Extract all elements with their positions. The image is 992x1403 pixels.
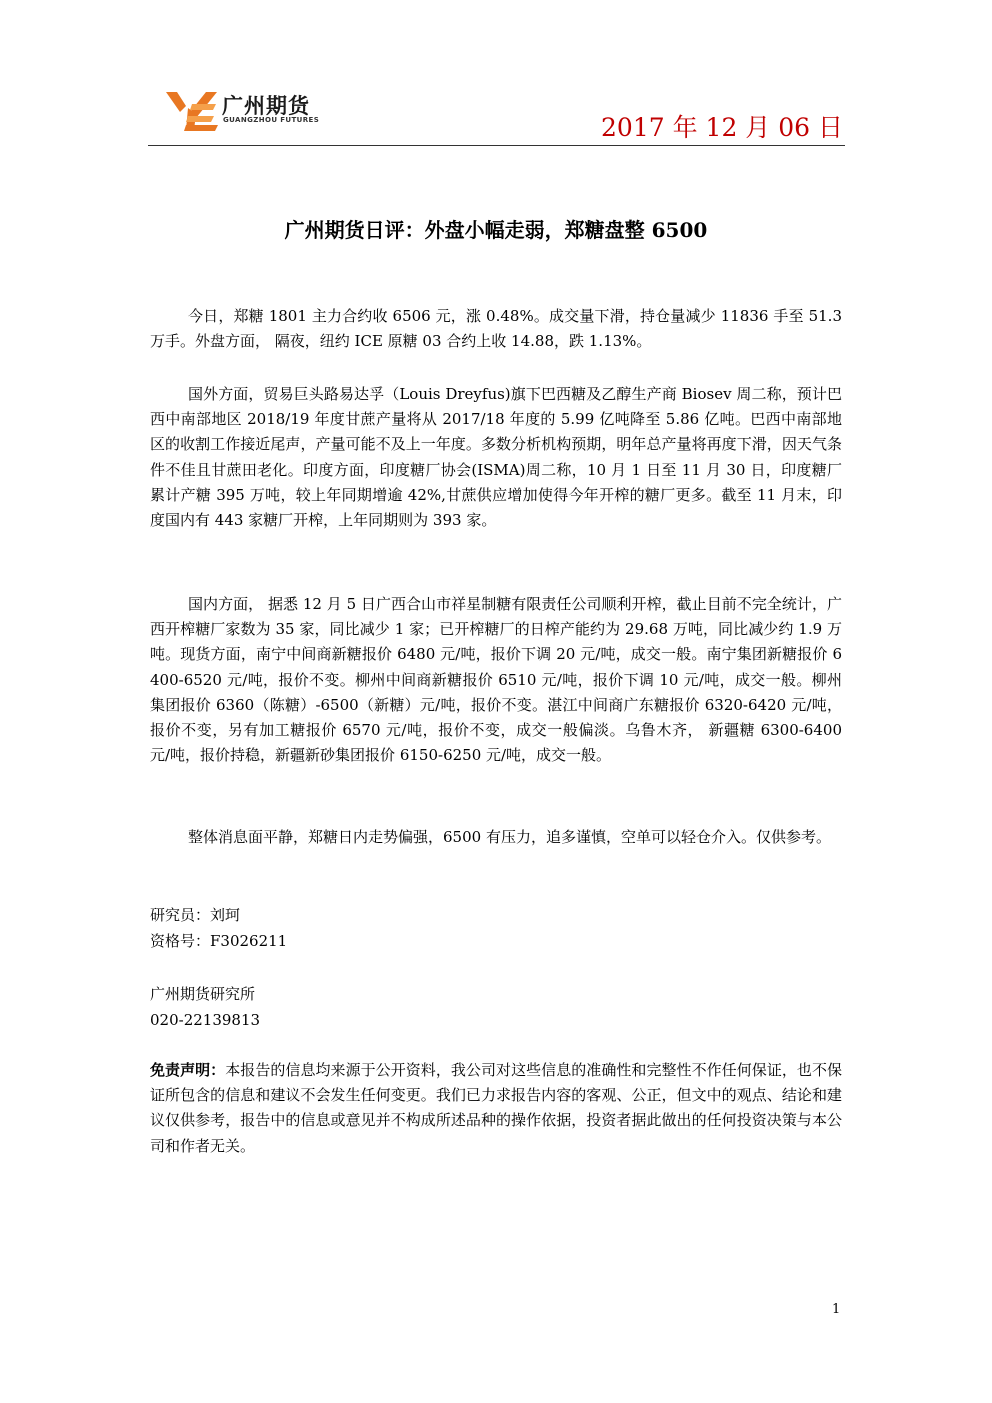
analyst-certificate: 资格号：F3026211	[150, 932, 288, 950]
report-date: 2017 年 12 月 06 日	[601, 113, 843, 142]
institute-name: 广州期货研究所	[150, 985, 256, 1003]
paragraph-outlook: 整体消息面平静，郑糖日内走势偏强，6500 有压力，追多谨慎，空单可以轻仓介入。仅供参考。	[188, 828, 831, 846]
report-title: 广州期货日评：外盘小幅走弱，郑糖盘整 6500	[284, 218, 708, 242]
analyst-name: 研究员：刘珂	[150, 906, 241, 924]
company-logo	[166, 88, 346, 134]
disclaimer	[150, 1058, 842, 1159]
disclaimer-text: 本报告的信息均来源于公开资料，我公司对这些信息的准确性和完整性不作任何保证，也不保证所包含的信息和建议不会发生任何变更。我们已力求报告内容的客观、公正，但文中的观点、结论和建议仅供参考，报告中的信息或意见并不构成所述品种的操作依据，投资者据此做出的任何投资决策与本公司和作者无关。	[150, 1061, 842, 1155]
page-number: 1	[832, 1302, 841, 1317]
disclaimer-label: 免责声明：	[150, 1061, 226, 1079]
institute-phone: 020-22139813	[150, 1011, 261, 1029]
paragraph-domestic: 国内方面， 据悉 12 月 5 日广西合山市祥星制糖有限责任公司顺利开榨，截止目前不完全统计，广西开榨糖厂家数为 35 家，同比减少 1 家；已开榨糖厂的日榨产能约为 29.68 万吨，同比减少约 1.9 万吨。现货方面，南宁中间商新糖报价 6480 元/吨，报价下调 20 元/吨，成交一般。南宁集团新糖报价 6400-6520 元/吨，报价不变。柳州中间商新糖报价 6510 元/吨，报价下调 10 元/吨，成交一般。柳州集团报价 6360（陈糖）-6500（新糖）元/吨，报价不变。湛江中间商广东糖报价 6320-6420 元/吨，报价不变，另有加工糖报价 6570 元/吨，报价不变，成交一般偏淡。乌鲁木齐， 新疆糖 6300-6400 元/吨，报价持稳，新疆新砂集团报价 6150-6250 元/吨，成交一般。	[150, 595, 842, 765]
paragraph-international: 国外方面，贸易巨头路易达孚（Louis Dreyfus)旗下巴西糖及乙醇生产商 Biosev 周二称，预计巴西中南部地区 2018/19 年度甘蔗产量将从 2017/18 年度的 5.99 亿吨降至 5.86 亿吨。巴西中南部地区的收割工作接近尾声，产量可能不及上一年度。多数分析机构预期，明年总产量将再度下滑，因天气条件不佳且甘蔗田老化。印度方面，印度糖厂协会(ISMA)周二称，10 月 1 日至 11 月 30 日，印度糖厂累计产糖 395 万吨，较上年同期增逾 42%,甘蔗供应增加使得今年开榨的糖厂更多。截至 11 月末，印度国内有 443 家糖厂开榨，上年同期则为 393 家。	[150, 385, 842, 530]
header-divider	[148, 145, 845, 146]
paragraph-market-summary: 今日，郑糖 1801 主力合约收 6506 元，涨 0.48%。成交量下滑，持仓量减少 11836 手至 51.3 万手。外盘方面， 隔夜，纽约 ICE 原糖 03 合约上收 14.88，跌 1.13%。	[150, 307, 842, 351]
logo-mark-icon	[166, 90, 218, 132]
logo-name-cn: 广州期货	[222, 94, 310, 118]
logo-name-en: GUANGZHOU FUTURES	[223, 116, 320, 124]
page-header	[148, 78, 845, 148]
